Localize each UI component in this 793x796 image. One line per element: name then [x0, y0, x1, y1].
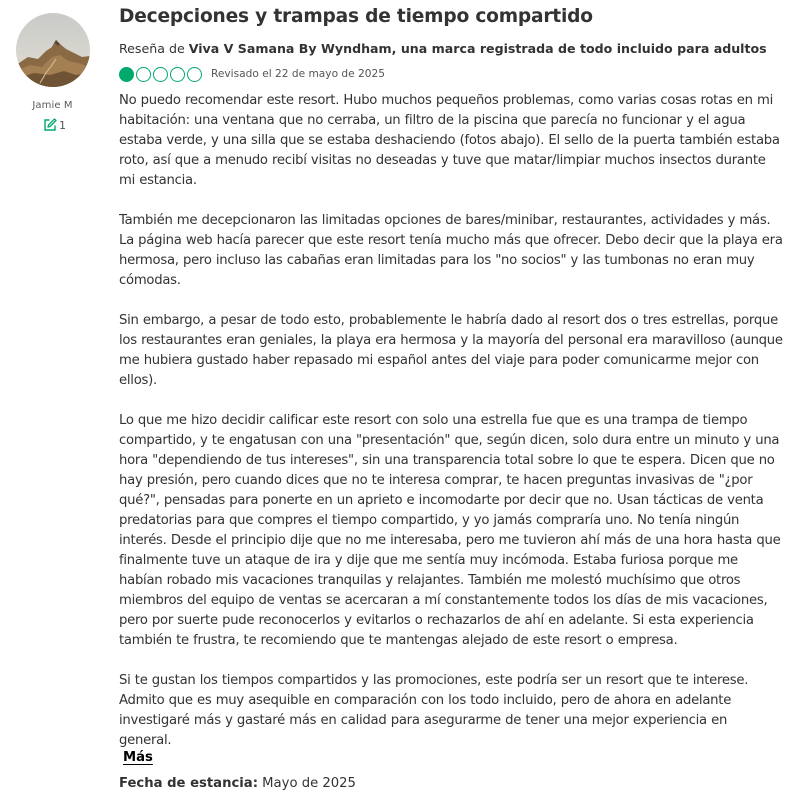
rating-bubble-empty: [170, 67, 185, 82]
reviewer-name[interactable]: Jamie M: [32, 100, 73, 111]
stay-date: [119, 776, 356, 791]
review-date: Revisado el 22 de mayo de 2025: [211, 68, 385, 80]
rating-bubble-filled: [119, 67, 134, 82]
rating-bubble-empty: [136, 67, 151, 82]
contribution-count: [42, 116, 66, 134]
review-paragraph: Si te gustan los tiempos compartidos y las promociones, este podría ser un resort que te interese. Admito que es muy asequible en comparación con los todo incluido, pero de ahora en adelante investigaré más y gastaré más en calidad para asegurarme de tener una mejor experiencia en general.: [119, 673, 749, 748]
review-subtitle: [119, 41, 767, 56]
edit-icon: [42, 117, 58, 133]
rating-bubble-empty: [153, 67, 168, 82]
review-paragraph: También me decepcionaron las limitadas opciones de bares/minibar, restaurantes, actividades y más. La página web hacía parecer que este resort tenía mucho más que ofrecer. Debo decir que la playa era hermosa, pero incluso las cabañas eran limitadas para los "no socios" y las tumbonas no eran muy cómodas.: [119, 213, 783, 288]
stay-date-value: Mayo de 2025: [257, 776, 356, 791]
review-paragraph: No puedo recomendar este resort. Hubo muchos pequeños problemas, como varias cosas rotas en mi habitación: una ventana que no cerraba, un filtro de la piscina que parecía no funcionar y el agua estaba verde, y una silla que se estaba deshaciendo (fotos abajo). El sello de la puerta también estaba roto, así que a menudo recibí visitas no deseadas y tuve que matar/limpiar muchos insectos durante mi estancia.: [119, 93, 780, 188]
more-link[interactable]: Más: [123, 750, 153, 765]
hotel-name-link[interactable]: Viva V Samana By Wyndham, una marca registrada de todo incluido para adultos: [188, 41, 767, 56]
rating-bubble-empty: [187, 67, 202, 82]
rating-row: [119, 65, 519, 83]
stay-date-label: Fecha de estancia:: [119, 776, 258, 791]
reviewer-avatar[interactable]: [16, 13, 90, 87]
review-paragraph: Sin embargo, a pesar de todo esto, probablemente le habría dado al resort dos o tres estrellas, porque los restaurantes eran geniales, la playa era hermosa y la mayoría del personal era maravilloso (aunque me hubiera gustado haber repasado mi español antes del viaje para poder comunicarme mejor con ellos).: [119, 313, 783, 388]
review-title[interactable]: Decepciones y trampas de tiempo compartido: [119, 6, 593, 27]
contribution-count-value: 1: [59, 118, 66, 132]
subtitle-prefix: Reseña de: [119, 41, 189, 56]
rating-bubbles: [119, 67, 202, 82]
review-body: [119, 91, 783, 771]
review-paragraph: Lo que me hizo decidir calificar este resort con solo una estrella fue que es una trampa de tiempo compartido, y te engatusan con una "presentación" que, según dicen, solo dura entre un minuto y una hora "dependiendo de tus intereses", sin una transparencia total sobre lo que te espera. Dicen que no hay presión, pero cuando dices que no te interesa comprar, te hacen preguntas invasivas de "¿por qué?", pensadas para ponerte en un aprieto e incomodarte por decir que no. Usan tácticas de venta predatorias para que compres el tiempo compartido, y yo jamás compraría uno. No tenía ningún interés. Desde el principio dije que no me interesaba, pero me tuvieron ahí más de una hora hasta que finalmente tuve un ataque de ira y dije que me sentía muy incómoda. Estaba furiosa porque me habían robado mis vacaciones tranquilas y relajantes. También me molestó muchísimo que otros miembros del equipo de ventas se acercaran a mí constantemente todos los días de mis vacaciones, pero por suerte pude reconocerlos y evitarlos o rechazarlos de ahí en adelante. Si esta experiencia también te frustra, te recomiendo que te mantengas alejado de este resort o empresa.: [119, 413, 781, 648]
